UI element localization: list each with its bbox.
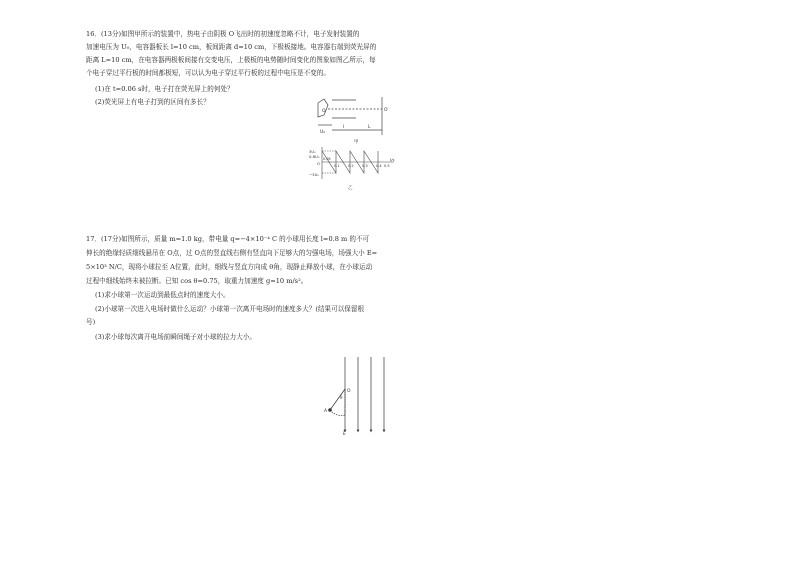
q17-figure (318, 355, 398, 437)
label-theta: θ (340, 395, 343, 400)
xtick-03: 0.3 (362, 164, 368, 168)
label-A: A (324, 409, 328, 414)
x-unit: t/s (390, 158, 395, 162)
q17-line-1: 17．(17分)如图所示，质量 m=1.0 kg，带电量 q=−4×10⁻⁴ C 的小球用长度 l=0.8 m 的不可 (86, 235, 370, 243)
q16-line-4: 个电子穿过平行板的时间都极短，可以认为电子穿过平行板的过程中电压是不变的。 (86, 69, 330, 77)
y-origin: O (317, 161, 320, 166)
label-L: L (368, 125, 371, 130)
q16-subq-2: (2)荧光屏上有电子打到的区间有多长？ (95, 98, 210, 106)
label-O: O (322, 109, 326, 114)
xtick-02: 0.2 (348, 164, 354, 168)
label-l: l (343, 125, 345, 130)
q16-figure-yi (308, 145, 400, 193)
xtick-01: 0.1 (334, 164, 340, 168)
label-E: E (343, 431, 346, 436)
q17-subq-3: (3)求小球每次离开电场前瞬间绳子对小球的拉力大小。 (95, 333, 256, 341)
q17-subq-2: (2)小球第一次进入电场时做什么运动？小球第一次离开电场时的速度多大？(结果可以保留根 (95, 305, 365, 313)
ytick-3U0: 3U₀ (309, 149, 316, 154)
q17-line-2: 伸长的绝缘轻质细线悬吊在 O点，过 O点的竖直线右侧有竖直向下足够大的匀强电场，场强大小 E= (86, 249, 378, 257)
label-O: O (347, 389, 351, 394)
q16-line-3: 距离 L=10 cm，在电容器两极板间接有交变电压，上极板的电势随时间变化的图象如图乙所示，每 (86, 56, 376, 64)
q17-line-4: 过程中细线始终未被拉断。已知 cos θ=0.75，取重力加速度 g=10 m/s²。 (86, 277, 308, 285)
caption-yi: 乙 (348, 186, 353, 191)
q16-line-1: 16．(13分)如图甲所示的装置中，热电子由阴极 O飞出时的初速度忽略不计，电子发射装置的 (86, 30, 360, 38)
q16-line-2: 加速电压为 U₀，电容器板长 l=10 cm，板间距离 d=10 cm，下极板接地。电容器右端到荧光屏的 (86, 43, 377, 51)
xtick-05: 0.5 (384, 164, 390, 168)
ball (328, 408, 332, 412)
q16-figure-jia (310, 95, 400, 147)
xtick-04: 0.4 (376, 164, 382, 168)
xlabel-006: 0.06 (323, 157, 331, 161)
label-U0: U₀ (320, 130, 326, 135)
ytick-08U0: 0.8U₀ (309, 154, 320, 159)
q17-subq-2-cont: 号) (86, 318, 96, 326)
caption-jia: 甲 (354, 140, 359, 145)
q17-line-3: 5×10³ N/C，现将小球拉至 A位置，此时，细线与竖直方向成 θ角，现静止释放小球，在小球运动 (86, 263, 373, 271)
ytick-neg: −3U₀ (309, 172, 319, 177)
cathode-shape (318, 99, 328, 117)
label-O-prime: O′ (384, 108, 389, 113)
q16-subq-1: (1)在 t=0.06 s时，电子打在荧光屏上的何处？ (95, 85, 234, 93)
q17-subq-1: (1)求小球第一次运动到最低点时的速度大小。 (95, 291, 230, 299)
